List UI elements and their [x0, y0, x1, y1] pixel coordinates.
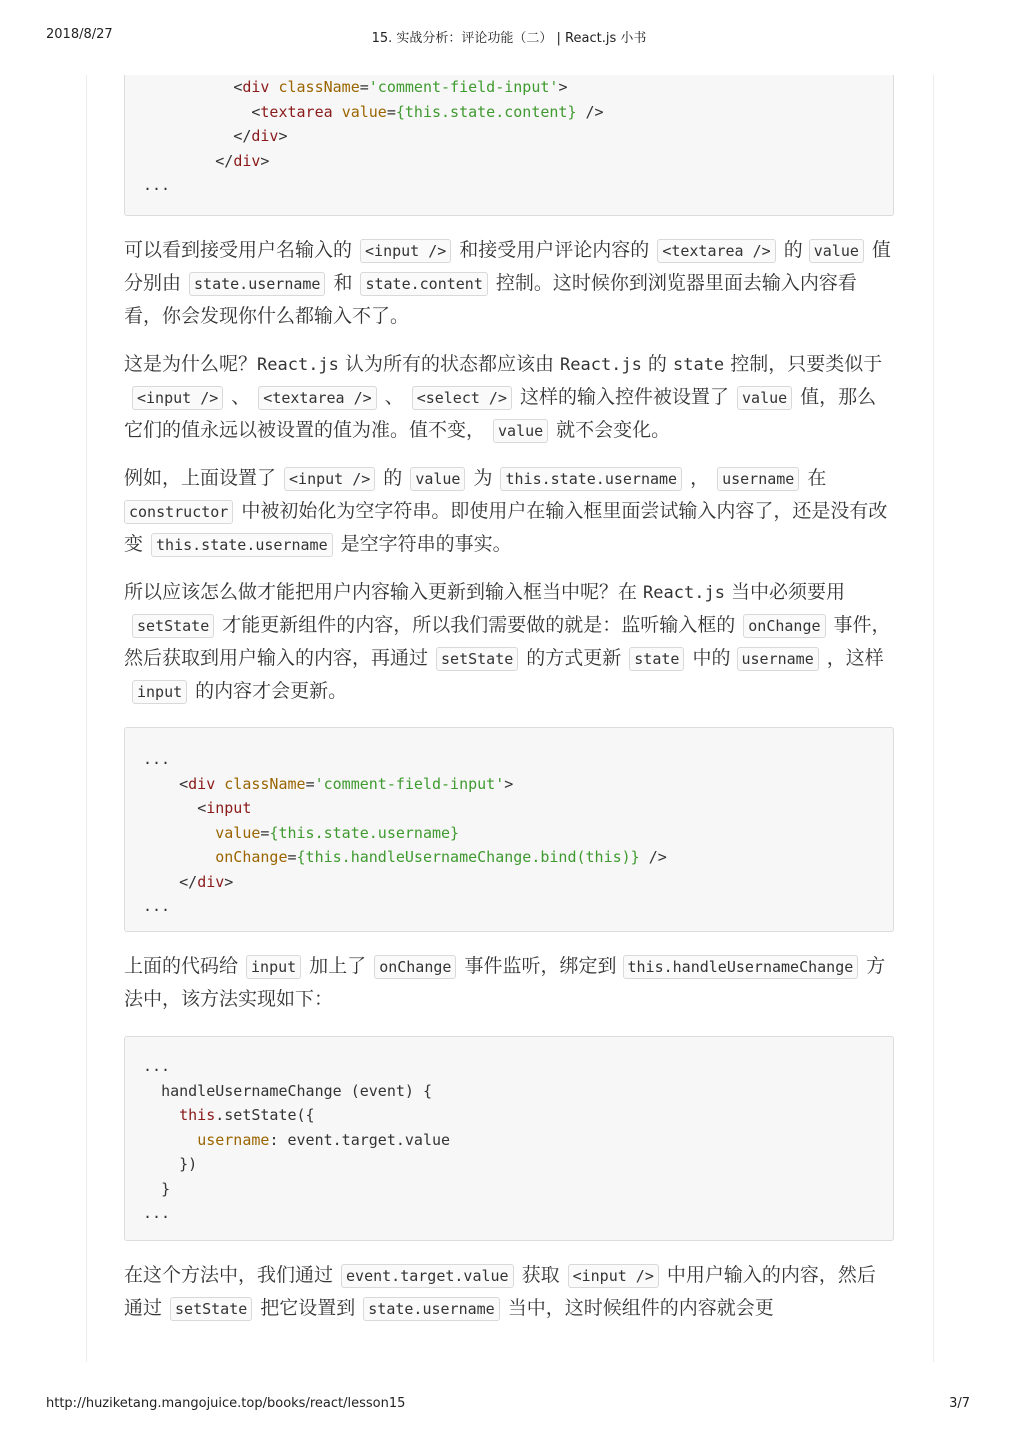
inline-code: this.state.username: [151, 533, 333, 557]
paragraph: 可以看到接受用户名输入的 <input /> 和接受用户评论内容的 <textarea /> 的 value 值分别由 state.username 和 state.content 控制。这时候你到浏览器里面去输入内容看看，你会发现你什么都输入不了。: [124, 239, 891, 327]
paragraph: 这是为什么呢？React.js 认为所有的状态都应该由 React.js 的 state 控制，只要类似于<input /> 、 <textarea /> 、 <select /> 这样的输入控件被设置了 value 值，那么它们的值永远以被设置的值为准。值不变， value 就不会变化。: [124, 353, 883, 441]
inline-code: input: [246, 955, 301, 979]
inline-code: setState: [436, 647, 518, 671]
print-date: 2018/8/27: [46, 27, 113, 42]
inline-code: value: [493, 419, 548, 443]
code-line: <input: [197, 799, 252, 817]
code-line: handleUsernameChange (event) {: [161, 1081, 432, 1100]
inline-code: <textarea />: [657, 239, 775, 263]
code-line: </div>: [215, 151, 270, 170]
code-line: <textarea value={this.state.content} />: [251, 102, 604, 121]
inline-code: username: [717, 467, 799, 491]
inline-code: <input />: [132, 386, 223, 410]
code-line: ...: [143, 176, 171, 194]
page-number: 3/7: [949, 1396, 970, 1411]
code-line: }: [161, 1179, 171, 1198]
inline-code: setState: [132, 614, 214, 638]
inline-code: <input />: [568, 1264, 659, 1288]
page-url: http://huziketang.mangojuice.top/books/react/lesson15: [46, 1396, 406, 1411]
inline-code: event.target.value: [341, 1264, 514, 1288]
code-line: ...: [143, 750, 171, 768]
inline-code: value: [410, 467, 465, 491]
inline-code: value: [737, 386, 792, 410]
inline-code: state.username: [189, 272, 325, 296]
code-line: value={this.state.username}: [215, 823, 460, 842]
paragraph: 所以应该怎么做才能把用户内容输入更新到输入框当中呢？在 React.js 当中必须要用setState 才能更新组件的内容，所以我们需要做的就是：监听输入框的 onChange 事件，然后获取到用户输入的内容，再通过 setState 的方式更新 state 中的 username ，这样input 的内容才会更新。: [124, 581, 891, 702]
code-line: <div className='comment-field-input'>: [179, 774, 514, 793]
inline-code: state: [629, 647, 684, 671]
code-line: </div>: [233, 127, 288, 145]
code-line: this.setState({: [179, 1106, 315, 1124]
inline-code: setState: [170, 1297, 252, 1321]
inline-code: this.handleUsernameChange: [623, 955, 859, 979]
code-line: ...: [143, 897, 171, 915]
code-line: ...: [143, 1057, 171, 1075]
code-line: </div>: [179, 872, 234, 891]
inline-code: onChange: [743, 614, 825, 638]
code-line: }): [179, 1155, 198, 1173]
code-line: <div className='comment-field-input'>: [233, 78, 568, 96]
inline-code: <input />: [360, 239, 451, 263]
paragraph: 在这个方法中，我们通过 event.target.value 获取 <input /> 中用户输入的内容，然后通过 setState 把它设置到 state.username 当中，这时候组件的内容就会更: [124, 1264, 876, 1319]
inline-code: onChange: [374, 955, 456, 979]
paragraph: 例如，上面设置了 <input /> 的 value 为 this.state.username ， username 在 constructor 中被初始化为空字符串。即使用户在输入框里面尝试输入内容了，还是没有改变 this.state.username 是空字符串的事实。: [124, 467, 888, 555]
code-block-input-onchange: [124, 727, 894, 932]
inline-code: constructor: [124, 500, 233, 524]
code-line: ...: [143, 1204, 171, 1222]
inline-code: <input />: [284, 467, 375, 491]
inline-code: state.username: [363, 1297, 499, 1321]
inline-code: username: [737, 647, 819, 671]
inline-code: <textarea />: [258, 386, 376, 410]
page-title: 15. 实战分析：评论功能（二） | React.js 小书: [371, 31, 647, 46]
inline-code: input: [132, 680, 187, 704]
content-left-border: [86, 75, 87, 1362]
inline-code: this.state.username: [500, 467, 682, 491]
paragraph: 上面的代码给 input 加上了 onChange 事件监听，绑定到 this.handleUsernameChange 方法中，该方法实现如下：: [124, 955, 886, 1010]
inline-code: <select />: [412, 386, 512, 410]
inline-code: value: [809, 239, 864, 263]
code-line: onChange={this.handleUsernameChange.bind(this)} />: [215, 848, 667, 866]
code-block-textarea: [124, 75, 894, 216]
code-line: username: event.target.value: [197, 1130, 451, 1149]
content-right-border: [933, 75, 934, 1362]
inline-code: state.content: [360, 272, 487, 296]
code-block-handler: [124, 1036, 894, 1241]
